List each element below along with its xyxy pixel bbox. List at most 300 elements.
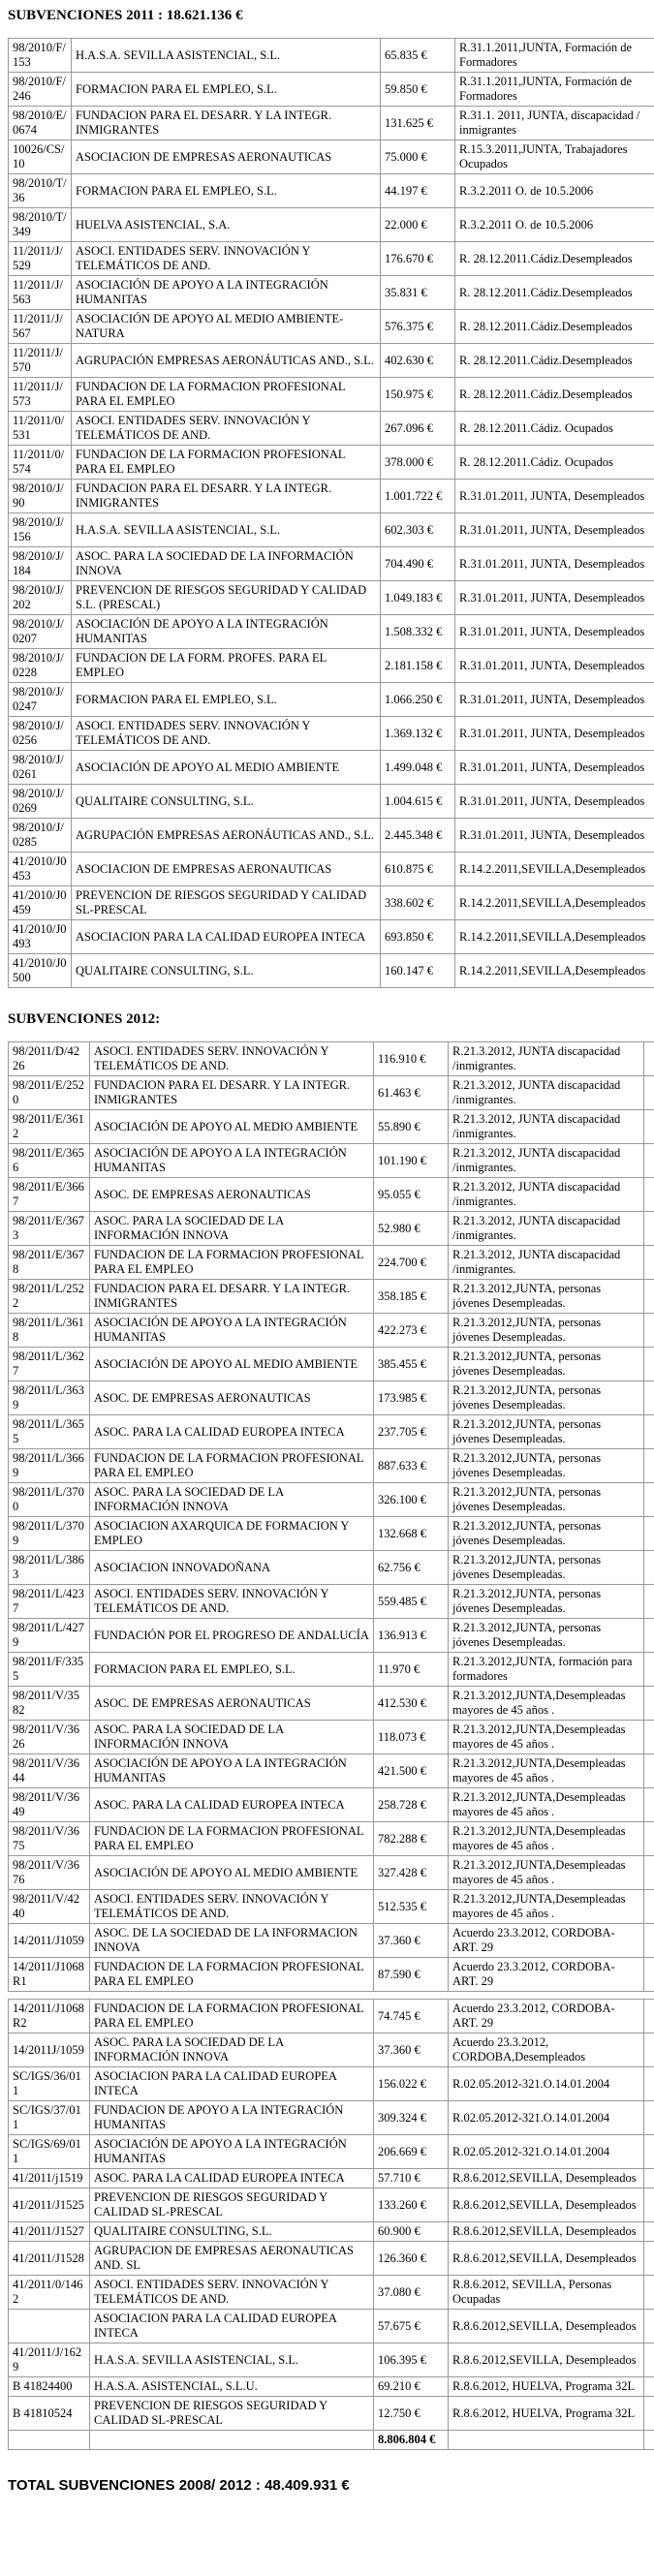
cell-entity: ASOCI. ENTIDADES SERV. INNOVACIÓN Y TELEMÁTICOS DE AND. [90, 1890, 374, 1924]
cell-resolution: R.31.01.2011, JUNTA, Desempleados [455, 581, 654, 615]
cell-extra [644, 1822, 654, 1856]
cell-entity: PREVENCION DE RIESGOS SEGURIDAD Y CALIDAD SL-PRESCAL [90, 2397, 374, 2431]
cell-extra [644, 1687, 654, 1721]
cell-entity: ASOCIACIÓN DE APOYO AL MEDIO AMBIENTE [90, 1110, 374, 1144]
cell-resolution: R.31.01.2011, JUNTA, Desempleados [455, 683, 654, 717]
cell-resolution: R.8.6.2012,SEVILLA, Desempleados [449, 2222, 644, 2242]
cell-resolution: R.14.2.2011,SEVILLA,Desempleados [455, 920, 654, 954]
cell-code: 14/2011/J1059 [9, 1924, 90, 1958]
cell-amount: 136.913 € [374, 1619, 449, 1653]
cell-entity: AGRUPACIÓN EMPRESAS AERONÁUTICAS AND., S.L. [72, 344, 381, 378]
cell-amount: 160.147 € [381, 954, 455, 988]
cell-resolution: Acuerdo 23.3.2012, CORDOBA- ART. 29 [449, 2000, 644, 2033]
cell-code: 98/2011/E/3678 [9, 1246, 90, 1280]
cell-code: 98/2011/V/3626 [9, 1721, 90, 1754]
cell-extra [644, 2377, 654, 2397]
table-row [9, 107, 654, 140]
cell-code: 41/2010/J0500 [9, 954, 72, 988]
cell-amount: 65.835 € [381, 39, 455, 73]
cell-resolution: R.21.3.2012,JUNTA, personas jóvenes Desempleadas. [449, 1280, 644, 1314]
cell-amount: 1.499.048 € [381, 751, 455, 785]
cell-entity: ASOC. PARA LA CALIDAD EUROPEA INTECA [90, 1788, 374, 1822]
cell-extra [644, 2397, 654, 2431]
subvenciones-2011-table-body [9, 39, 654, 988]
cell-amount: 378.000 € [381, 446, 455, 480]
cell-amount: 358.185 € [374, 1280, 449, 1314]
cell-extra [644, 1585, 654, 1619]
cell-amount: 2.445.348 € [381, 819, 455, 853]
cell-code: 41/2010/J0493 [9, 920, 72, 954]
cell-amount: 156.022 € [374, 2067, 449, 2101]
cell-code: 41/2011/j1519 [9, 2169, 90, 2188]
cell-code: 98/2011/V/3644 [9, 1754, 90, 1788]
cell-entity: FORMACION PARA EL EMPLEO, S.L. [90, 1653, 374, 1687]
cell-amount: 11.970 € [374, 1653, 449, 1687]
cell-resolution: R.21.3.2012, JUNTA discapacidad /inmigrantes. [449, 1110, 644, 1144]
cell-amount: 421.500 € [374, 1754, 449, 1788]
table-row [9, 2276, 654, 2310]
table-row [9, 208, 654, 242]
cell-resolution: R. 28.12.2011.Cádiz. Ocupados [455, 412, 654, 446]
cell-code: 98/2011/E/2520 [9, 1076, 90, 1110]
cell-entity: ASOC. PARA LA SOCIEDAD DE LA INFORMACIÓN INNOVA [90, 1721, 374, 1754]
cell-extra [644, 2276, 654, 2310]
cell-code: SC/IGS/36/011 [9, 2067, 90, 2101]
cell-extra [644, 1958, 654, 1992]
table-row [9, 1280, 654, 1314]
cell-extra [644, 1924, 654, 1958]
cell-code: 11/2011/J/529 [9, 242, 72, 276]
table-row [9, 2343, 654, 2377]
cell-code: 98/2010/J/0285 [9, 819, 72, 853]
cell-code: SC/IGS/37/011 [9, 2101, 90, 2135]
table-row [9, 39, 654, 73]
table-row [9, 1856, 654, 1890]
table-row [9, 1483, 654, 1517]
cell-resolution: R.21.3.2012,JUNTA,Desempleadas mayores de 45 años . [449, 1822, 644, 1856]
cell-entity: ASOCIACION DE EMPRESAS AERONAUTICAS [72, 853, 381, 886]
cell-amount: 37.360 € [374, 1924, 449, 1958]
cell-resolution: R.21.3.2012,JUNTA, personas jóvenes Desempleadas. [449, 1348, 644, 1381]
table-row [9, 1517, 654, 1551]
table-row [9, 886, 654, 920]
cell-resolution: R.8.6.2012,SEVILLA, Desempleados [449, 2343, 644, 2377]
cell-extra [644, 2222, 654, 2242]
cell-entity: ASOCIACIÓN DE APOYO A LA INTEGRACIÓN HUMANITAS [72, 615, 381, 649]
cell-code: 98/2010/J/156 [9, 513, 72, 547]
cell-resolution: Acuerdo 23.3.2012, CORDOBA,Desempleados [449, 2033, 644, 2067]
cell-entity: FUNDACION DE LA FORMACION PROFESIONAL PARA EL EMPLEO [90, 2000, 374, 2033]
cell-extra [644, 2033, 654, 2067]
cell-resolution: R.21.3.2012,JUNTA, personas jóvenes Desempleadas. [449, 1551, 644, 1585]
table-row [9, 73, 654, 107]
cell-entity: ASOC. DE EMPRESAS AERONAUTICAS [90, 1178, 374, 1212]
cell-extra [644, 1551, 654, 1585]
cell-entity: QUALITAIRE CONSULTING, S.L. [72, 785, 381, 819]
table-row [9, 242, 654, 276]
cell-extra [644, 2101, 654, 2135]
cell-extra [644, 1212, 654, 1246]
cell-resolution: R.21.3.2012,JUNTA,Desempleadas mayores de 45 años . [449, 1754, 644, 1788]
cell-code: 11/2011/J/570 [9, 344, 72, 378]
cell-extra [644, 1754, 654, 1788]
cell-entity: HUELVA ASISTENCIAL, S.A. [72, 208, 381, 242]
table-row [9, 1415, 654, 1449]
cell-amount: 126.360 € [374, 2242, 449, 2276]
subvenciones-2012-table-part2 [8, 1999, 654, 2450]
cell-resolution: R.31.01.2011, JUNTA, Desempleados [455, 547, 654, 581]
cell-extra [644, 1721, 654, 1754]
cell-entity: ASOCIACION PARA LA CALIDAD EUROPEA INTECA [90, 2067, 374, 2101]
cell-amount: 62.756 € [374, 1551, 449, 1585]
cell-resolution: R.31.1.2011,JUNTA, Formación de Formadores [455, 73, 654, 107]
table-row [9, 2169, 654, 2188]
cell-extra [644, 1144, 654, 1178]
cell-extra [644, 2135, 654, 2169]
cell-code: 98/2010/F/153 [9, 39, 72, 73]
cell-amount: 60.900 € [374, 2222, 449, 2242]
cell-resolution: R.14.2.2011,SEVILLA,Desempleados [455, 853, 654, 886]
cell-amount: 35.831 € [381, 276, 455, 310]
cell-code: 98/2011/E/3612 [9, 1110, 90, 1144]
cell-extra [644, 1653, 654, 1687]
table-row [9, 1687, 654, 1721]
table-row [9, 1178, 654, 1212]
cell-code: 41/2011/J1527 [9, 2222, 90, 2242]
cell-amount: 402.630 € [381, 344, 455, 378]
cell-code: 98/2010/T/36 [9, 174, 72, 208]
cell-amount: 559.485 € [374, 1585, 449, 1619]
cell-amount: 12.750 € [374, 2397, 449, 2431]
cell-code: 41/2011/J1528 [9, 2242, 90, 2276]
cell-code: 98/2010/J/0247 [9, 683, 72, 717]
table-row [9, 1754, 654, 1788]
cell-amount: 132.668 € [374, 1517, 449, 1551]
cell-code: 98/2011/L/2522 [9, 1280, 90, 1314]
cell-code: 11/2011/0/574 [9, 446, 72, 480]
cell-resolution: R.31.01.2011, JUNTA, Desempleados [455, 649, 654, 683]
cell-entity: ASOCI. ENTIDADES SERV. INNOVACIÓN Y TELEMÁTICOS DE AND. [90, 1042, 374, 1076]
cell-resolution: R.21.3.2012, JUNTA discapacidad /inmigrantes. [449, 1144, 644, 1178]
cell-extra [644, 1517, 654, 1551]
cell-entity: FUNDACION PARA EL DESARR. Y LA INTEGR. INMIGRANTES [90, 1076, 374, 1110]
cell-amount: 75.000 € [381, 140, 455, 174]
cell-resolution: R.21.3.2012, JUNTA discapacidad /inmigrantes. [449, 1076, 644, 1110]
cell-entity [90, 2431, 374, 2450]
cell-amount: 385.455 € [374, 1348, 449, 1381]
cell-extra [644, 2431, 654, 2450]
table-row [9, 2188, 654, 2222]
cell-amount: 176.670 € [381, 242, 455, 276]
cell-resolution [449, 2431, 644, 2450]
cell-resolution: R.21.3.2012,JUNTA, personas jóvenes Desempleadas. [449, 1415, 644, 1449]
cell-entity: ASOC. PARA LA CALIDAD EUROPEA INTECA [90, 1415, 374, 1449]
cell-extra [644, 1042, 654, 1076]
cell-amount: 116.910 € [374, 1042, 449, 1076]
cell-code: 98/2011/L/3709 [9, 1517, 90, 1551]
cell-resolution: R.21.3.2012,JUNTA,Desempleadas mayores de 45 años . [449, 1788, 644, 1822]
cell-entity: ASOCIACION AXARQUICA DE FORMACION Y EMPLEO [90, 1517, 374, 1551]
cell-entity: H.A.S.A. SEVILLA ASISTENCIAL, S.L. [90, 2343, 374, 2377]
cell-amount: 224.700 € [374, 1246, 449, 1280]
cell-code: 11/2011/J/563 [9, 276, 72, 310]
cell-extra [644, 1348, 654, 1381]
cell-extra [644, 2343, 654, 2377]
cell-resolution: R.31.01.2011, JUNTA, Desempleados [455, 819, 654, 853]
cell-amount: 1.004.615 € [381, 785, 455, 819]
cell-resolution: R.3.2.2011 O. de 10.5.2006 [455, 208, 654, 242]
cell-resolution: R. 28.12.2011.Cádiz. Ocupados [455, 446, 654, 480]
cell-amount: 309.324 € [374, 2101, 449, 2135]
table-row [9, 310, 654, 344]
cell-code: 98/2010/E/0674 [9, 107, 72, 140]
cell-extra [644, 1246, 654, 1280]
cell-resolution: R.21.3.2012,JUNTA, personas jóvenes Desempleadas. [449, 1619, 644, 1653]
table-row [9, 649, 654, 683]
cell-entity: ASOCIACION INNOVADOÑANA [90, 1551, 374, 1585]
table-row [9, 1653, 654, 1687]
cell-amount: 87.590 € [374, 1958, 449, 1992]
subvenciones-2012-table-part2-body [9, 2000, 654, 2450]
cell-code: 14/2011/J1068 R2 [9, 2000, 90, 2033]
cell-entity: ASOCI. ENTIDADES SERV. INNOVACIÓN Y TELEMÁTICOS DE AND. [72, 412, 381, 446]
cell-entity: FUNDACION PARA EL DESARR. Y LA INTEGR. INMIGRANTES [90, 1280, 374, 1314]
cell-extra [644, 1449, 654, 1483]
cell-code: 11/2011/0/531 [9, 412, 72, 446]
table-row [9, 1110, 654, 1144]
cell-extra [644, 2188, 654, 2222]
cell-entity: FUNDACIÓN POR EL PROGRESO DE ANDALUCÍA [90, 1619, 374, 1653]
cell-code: 98/2011/L/4279 [9, 1619, 90, 1653]
cell-code: 98/2010/J/202 [9, 581, 72, 615]
cell-amount: 267.096 € [381, 412, 455, 446]
cell-resolution: Acuerdo 23.3.2012, CORDOBA- ART. 29 [449, 1924, 644, 1958]
cell-resolution: R.21.3.2012, JUNTA discapacidad /inmigrantes. [449, 1246, 644, 1280]
cell-entity: ASOCIACION PARA LA CALIDAD EUROPEA INTECA [72, 920, 381, 954]
cell-extra [644, 2000, 654, 2033]
cell-resolution: R.02.05.2012-321.O.14.01.2004 [449, 2101, 644, 2135]
cell-amount: 338.602 € [381, 886, 455, 920]
cell-code: 98/2010/J/0207 [9, 615, 72, 649]
cell-extra [644, 2242, 654, 2276]
cell-extra [644, 1110, 654, 1144]
cell-extra [644, 1619, 654, 1653]
cell-entity: ASOC. DE EMPRESAS AERONAUTICAS [90, 1381, 374, 1415]
cell-amount: 57.675 € [374, 2310, 449, 2343]
table-row [9, 581, 654, 615]
cell-resolution: R.31.01.2011, JUNTA, Desempleados [455, 717, 654, 751]
cell-resolution: R.21.3.2012,JUNTA,Desempleadas mayores de 45 años . [449, 1890, 644, 1924]
table-row [9, 547, 654, 581]
cell-amount: 1.369.132 € [381, 717, 455, 751]
cell-entity: PREVENCION DE RIESGOS SEGURIDAD Y CALIDAD S.L. (PRESCAL) [72, 581, 381, 615]
cell-amount: 693.850 € [381, 920, 455, 954]
table-row [9, 480, 654, 513]
cell-amount: 173.985 € [374, 1381, 449, 1415]
cell-entity: FUNDACION DE LA FORMACION PROFESIONAL PARA EL EMPLEO [90, 1822, 374, 1856]
table-row [9, 2000, 654, 2033]
cell-code: 98/2011/L/3669 [9, 1449, 90, 1483]
cell-amount: 52.980 € [374, 1212, 449, 1246]
cell-code: 98/2010/J/0228 [9, 649, 72, 683]
cell-entity: ASOCIACIÓN DE APOYO AL MEDIO AMBIENTE [72, 751, 381, 785]
table-row [9, 276, 654, 310]
cell-resolution: R.31.1. 2011, JUNTA, discapacidad / inmigrantes [455, 107, 654, 140]
cell-extra [644, 1856, 654, 1890]
cell-entity: ASOCIACION DE EMPRESAS AERONAUTICAS [72, 140, 381, 174]
cell-entity: ASOCI. ENTIDADES SERV. INNOVACIÓN Y TELEMÁTICOS DE AND. [72, 242, 381, 276]
cell-entity: FORMACION PARA EL EMPLEO, S.L. [72, 174, 381, 208]
cell-amount: 118.073 € [374, 1721, 449, 1754]
cell-entity: FUNDACION DE APOYO A LA INTEGRACIÓN HUMANITAS [90, 2101, 374, 2135]
cell-resolution: R.8.6.2012,SEVILLA, Desempleados [449, 2169, 644, 2188]
cell-resolution: R.21.3.2012,JUNTA,Desempleadas mayores de 45 años . [449, 1856, 644, 1890]
cell-amount: 37.360 € [374, 2033, 449, 2067]
table-row [9, 1042, 654, 1076]
cell-amount: 59.850 € [381, 73, 455, 107]
cell-resolution: R.15.3.2011,JUNTA, Trabajadores Ocupados [455, 140, 654, 174]
cell-resolution: R.31.1.2011,JUNTA, Formación de Formadores [455, 39, 654, 73]
cell-resolution: R.21.3.2012,JUNTA,Desempleadas mayores de 45 años . [449, 1687, 644, 1721]
cell-code: 98/2011/V/3676 [9, 1856, 90, 1890]
cell-amount: 22.000 € [381, 208, 455, 242]
cell-resolution: R.31.01.2011, JUNTA, Desempleados [455, 513, 654, 547]
table-row [9, 513, 654, 547]
cell-resolution: R.31.01.2011, JUNTA, Desempleados [455, 480, 654, 513]
table-row [9, 1144, 654, 1178]
subvenciones-2011-heading: SUBVENCIONES 2011 : 18.621.136 € [8, 8, 646, 24]
table-row [9, 2431, 654, 2450]
cell-amount: 150.975 € [381, 378, 455, 412]
cell-entity: ASOC. DE EMPRESAS AERONAUTICAS [90, 1687, 374, 1721]
table-row [9, 1619, 654, 1653]
cell-entity: ASOC. PARA LA SOCIEDAD DE LA INFORMACIÓN INNOVA [90, 2033, 374, 2067]
cell-resolution: R.21.3.2012, JUNTA discapacidad /inmigrantes. [449, 1042, 644, 1076]
cell-amount: 69.210 € [374, 2377, 449, 2397]
cell-code [9, 2310, 90, 2343]
cell-entity: H.A.S.A. ASISTENCIAL, S.L.U. [90, 2377, 374, 2397]
cell-entity: QUALITAIRE CONSULTING, S.L. [90, 2222, 374, 2242]
cell-extra [644, 1381, 654, 1415]
table-row [9, 344, 654, 378]
cell-amount: 131.625 € [381, 107, 455, 140]
cell-entity: FUNDACION DE LA FORM. PROFES. PARA EL EMPLEO [72, 649, 381, 683]
cell-resolution: R.8.6.2012, HUELVA, Programa 32L [449, 2397, 644, 2431]
cell-code: SC/IGS/69/011 [9, 2135, 90, 2169]
cell-amount: 2.181.158 € [381, 649, 455, 683]
cell-entity: FORMACION PARA EL EMPLEO, S.L. [72, 683, 381, 717]
table-row [9, 785, 654, 819]
table-row [9, 683, 654, 717]
cell-resolution: R.21.3.2012,JUNTA, personas jóvenes Desempleadas. [449, 1449, 644, 1483]
cell-resolution: R.3.2.2011 O. de 10.5.2006 [455, 174, 654, 208]
cell-code: 98/2011/E/3667 [9, 1178, 90, 1212]
table-row [9, 954, 654, 988]
table-row [9, 1585, 654, 1619]
table-row [9, 1822, 654, 1856]
table-row [9, 412, 654, 446]
cell-amount: 101.190 € [374, 1144, 449, 1178]
table-row [9, 1924, 654, 1958]
subvenciones-2012-heading: SUBVENCIONES 2012: [8, 1011, 646, 1028]
cell-code: 98/2011/L/3618 [9, 1314, 90, 1348]
cell-entity: FUNDACION PARA EL DESARR. Y LA INTEGR. INMIGRANTES [72, 480, 381, 513]
cell-extra [644, 1415, 654, 1449]
table-row [9, 2067, 654, 2101]
cell-code: 11/2011/J/573 [9, 378, 72, 412]
cell-amount: 887.633 € [374, 1449, 449, 1483]
cell-entity: FUNDACION DE LA FORMACION PROFESIONAL PARA EL EMPLEO [90, 1958, 374, 1992]
cell-resolution: R.02.05.2012-321.O.14.01.2004 [449, 2135, 644, 2169]
table-row [9, 819, 654, 853]
cell-code: 10026/CS/10 [9, 140, 72, 174]
cell-code: 98/2011/L/3655 [9, 1415, 90, 1449]
table-row [9, 853, 654, 886]
cell-amount: 237.705 € [374, 1415, 449, 1449]
cell-amount: 1.508.332 € [381, 615, 455, 649]
table-row [9, 1958, 654, 1992]
table-row [9, 920, 654, 954]
table-row [9, 2397, 654, 2431]
cell-amount: 74.745 € [374, 2000, 449, 2033]
table-row [9, 1721, 654, 1754]
cell-resolution: R.31.01.2011, JUNTA, Desempleados [455, 751, 654, 785]
cell-entity: ASOCIACIÓN DE APOYO AL MEDIO AMBIENTE [90, 1348, 374, 1381]
cell-resolution: R.14.2.2011,SEVILLA,Desempleados [455, 954, 654, 988]
cell-extra [644, 1314, 654, 1348]
cell-resolution: R.31.01.2011, JUNTA, Desempleados [455, 785, 654, 819]
cell-extra [644, 2067, 654, 2101]
cell-amount: 412.530 € [374, 1687, 449, 1721]
cell-entity: ASOCIACIÓN DE APOYO AL MEDIO AMBIENTE-NATURA [72, 310, 381, 344]
cell-resolution: R. 28.12.2011.Cádiz.Desempleados [455, 242, 654, 276]
cell-code: 98/2011/L/4237 [9, 1585, 90, 1619]
cell-resolution: R.8.6.2012,SEVILLA, Desempleados [449, 2242, 644, 2276]
cell-resolution: R.8.6.2012,SEVILLA, Desempleados [449, 2188, 644, 2222]
cell-extra [644, 1483, 654, 1517]
cell-code: 98/2011/L/3863 [9, 1551, 90, 1585]
cell-amount: 258.728 € [374, 1788, 449, 1822]
cell-resolution: R.8.6.2012, SEVILLA, Personas Ocupadas [449, 2276, 644, 2310]
cell-code: 41/2011/J/1629 [9, 2343, 90, 2377]
cell-amount: 206.669 € [374, 2135, 449, 2169]
cell-amount: 1.049.183 € [381, 581, 455, 615]
cell-amount: 106.395 € [374, 2343, 449, 2377]
table-row [9, 1314, 654, 1348]
cell-code: 98/2010/F/246 [9, 73, 72, 107]
cell-resolution: R.21.3.2012, JUNTA discapacidad /inmigrantes. [449, 1178, 644, 1212]
cell-code: 14/2011J/1059 [9, 2033, 90, 2067]
cell-extra [644, 1178, 654, 1212]
table-row [9, 446, 654, 480]
cell-resolution: R.21.3.2012,JUNTA, formación para formadores [449, 1653, 644, 1687]
total-subvenciones-footer: TOTAL SUBVENCIONES 2008/ 2012 : 48.409.931 € [8, 2477, 646, 2494]
table-row [9, 1246, 654, 1280]
cell-code: B 41824400 [9, 2377, 90, 2397]
table-row [9, 1449, 654, 1483]
table-row [9, 1788, 654, 1822]
cell-amount: 782.288 € [374, 1822, 449, 1856]
cell-entity: PREVENCION DE RIESGOS SEGURIDAD Y CALIDAD SL-PRESCAL [90, 2188, 374, 2222]
cell-amount: 61.463 € [374, 1076, 449, 1110]
cell-entity: AGRUPACIÓN EMPRESAS AERONÁUTICAS AND., S.L. [72, 819, 381, 853]
cell-code: B 41810524 [9, 2397, 90, 2431]
table-row [9, 1551, 654, 1585]
cell-entity: FORMACION PARA EL EMPLEO, S.L. [72, 73, 381, 107]
cell-resolution: R.21.3.2012,JUNTA, personas jóvenes Desempleadas. [449, 1381, 644, 1415]
cell-entity: QUALITAIRE CONSULTING, S.L. [72, 954, 381, 988]
cell-entity: ASOC. PARA LA SOCIEDAD DE LA INFORMACIÓN INNOVA [90, 1212, 374, 1246]
